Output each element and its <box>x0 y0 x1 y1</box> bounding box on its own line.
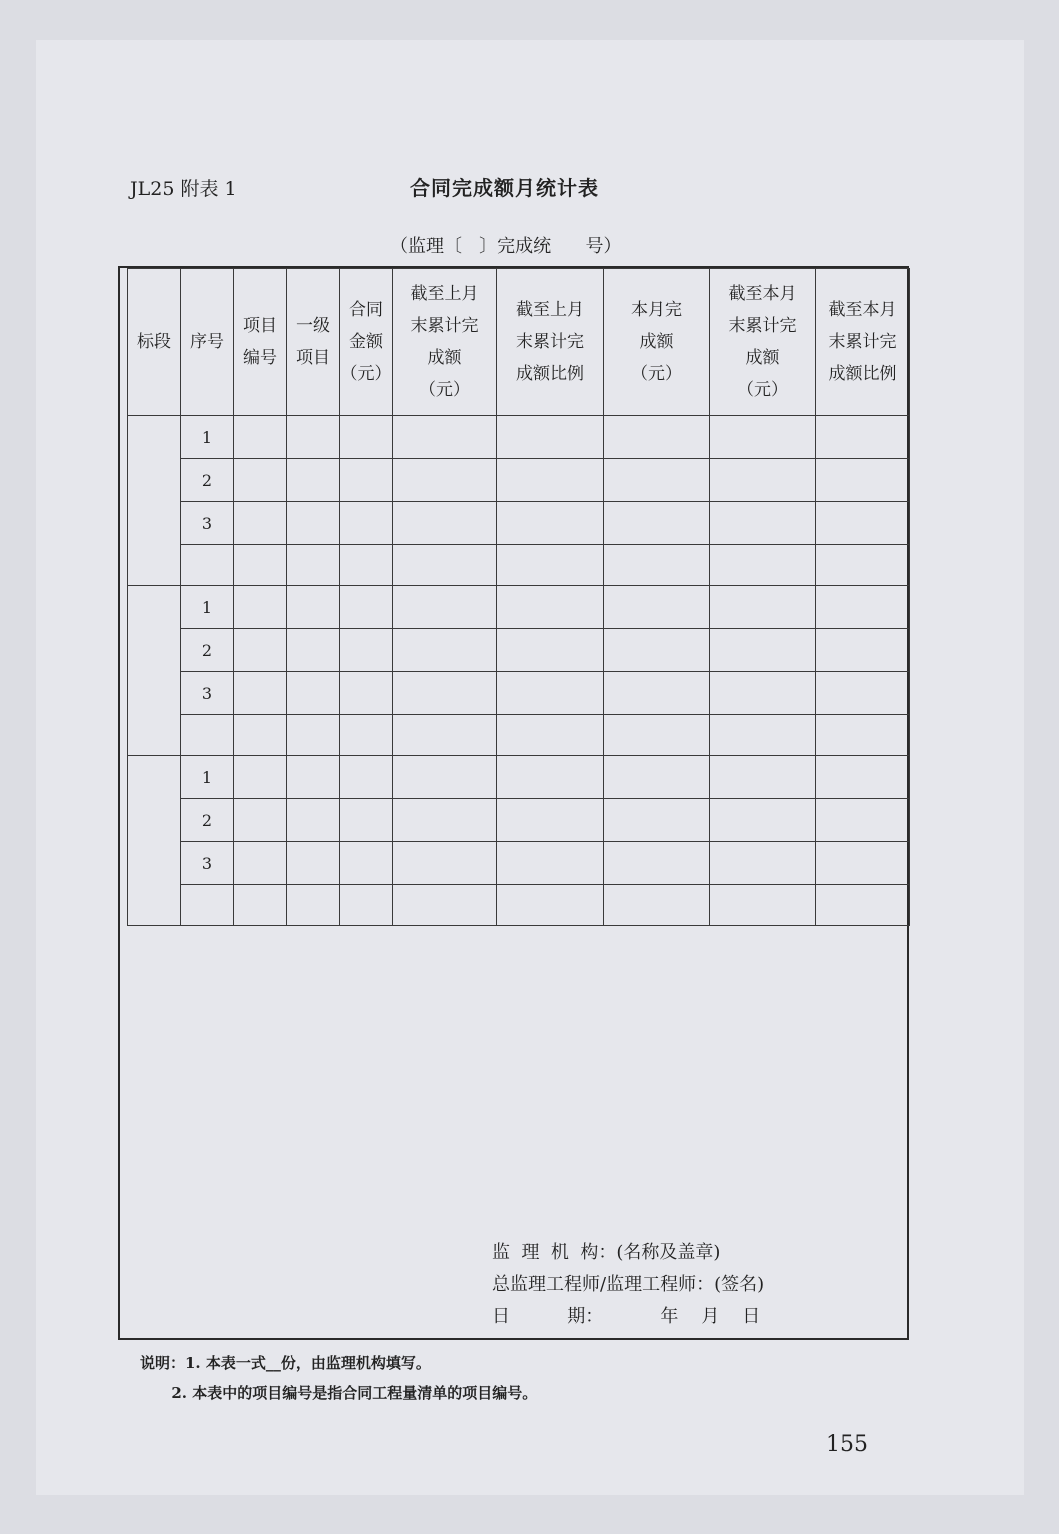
table-row <box>128 799 910 842</box>
data-cell <box>604 672 710 715</box>
data-cell <box>287 756 340 799</box>
column-header <box>816 269 910 416</box>
data-cell <box>234 545 287 586</box>
data-cell <box>393 502 497 545</box>
data-cell <box>287 672 340 715</box>
data-cell <box>710 885 816 926</box>
data-cell <box>816 416 910 459</box>
supervision-org-line: 监 理 机 构：(名称及盖章) <box>492 1242 721 1263</box>
data-cell <box>604 502 710 545</box>
data-cell <box>234 885 287 926</box>
data-cell <box>497 799 604 842</box>
column-header <box>181 269 234 416</box>
column-header <box>710 269 816 416</box>
data-cell <box>234 416 287 459</box>
section-cell <box>128 756 181 926</box>
data-cell <box>234 459 287 502</box>
data-cell <box>234 715 287 756</box>
column-header-line: 末累计完 <box>516 332 584 352</box>
column-header-line: （元） <box>737 380 788 400</box>
table-header-row <box>128 269 910 416</box>
data-cell <box>287 842 340 885</box>
data-cell <box>816 799 910 842</box>
data-cell <box>287 885 340 926</box>
sequence-cell: 3 <box>181 842 234 885</box>
data-cell <box>340 799 393 842</box>
data-cell <box>234 756 287 799</box>
data-cell <box>816 715 910 756</box>
table-row <box>128 715 910 756</box>
column-header-line: 截至本月 <box>728 284 797 304</box>
data-cell <box>710 629 816 672</box>
sequence-cell: 3 <box>181 502 234 545</box>
data-cell <box>393 672 497 715</box>
data-cell <box>710 586 816 629</box>
column-header-line: 截至上月 <box>410 284 479 304</box>
sequence-cell <box>181 885 234 926</box>
form-serial-line: （监理〔 〕完成统 号） <box>390 236 622 257</box>
data-cell <box>287 545 340 586</box>
data-cell <box>710 799 816 842</box>
column-header-line: 成额 <box>639 332 674 352</box>
date-line: 日 期： 年 月 日 <box>492 1306 761 1327</box>
data-cell <box>234 799 287 842</box>
table-row <box>128 842 910 885</box>
data-cell <box>816 756 910 799</box>
column-header-line: 成额比例 <box>516 364 584 384</box>
data-cell <box>393 586 497 629</box>
engineer-signature-line: 总监理工程师/监理工程师：(签名) <box>492 1274 765 1295</box>
data-cell <box>287 416 340 459</box>
table-row <box>128 629 910 672</box>
data-cell <box>604 885 710 926</box>
table-row <box>128 545 910 586</box>
data-cell <box>604 416 710 459</box>
data-cell <box>710 545 816 586</box>
column-header-line: 截至本月 <box>828 300 897 320</box>
sequence-cell <box>181 545 234 586</box>
column-header-line: 金额 <box>349 332 383 352</box>
data-cell <box>604 715 710 756</box>
data-cell <box>710 502 816 545</box>
data-cell <box>340 842 393 885</box>
data-cell <box>287 586 340 629</box>
sequence-cell: 2 <box>181 799 234 842</box>
table-row <box>128 502 910 545</box>
sequence-cell: 2 <box>181 459 234 502</box>
table-row <box>128 416 910 459</box>
data-cell <box>816 586 910 629</box>
data-cell <box>497 459 604 502</box>
data-cell <box>340 672 393 715</box>
data-cell <box>497 629 604 672</box>
data-cell <box>816 672 910 715</box>
data-cell <box>234 629 287 672</box>
data-cell <box>340 459 393 502</box>
data-cell <box>497 842 604 885</box>
data-cell <box>604 459 710 502</box>
column-header <box>604 269 710 416</box>
sequence-cell <box>181 715 234 756</box>
data-cell <box>604 545 710 586</box>
data-cell <box>287 799 340 842</box>
data-cell <box>710 459 816 502</box>
table-row <box>128 672 910 715</box>
data-cell <box>234 672 287 715</box>
data-cell <box>816 545 910 586</box>
data-cell <box>287 459 340 502</box>
page-number: 155 <box>826 1432 868 1457</box>
sequence-cell: 3 <box>181 672 234 715</box>
data-cell <box>710 756 816 799</box>
column-header <box>287 269 340 416</box>
data-cell <box>604 629 710 672</box>
data-cell <box>497 586 604 629</box>
data-cell <box>393 756 497 799</box>
column-header-line: 成额 <box>745 348 780 368</box>
data-cell <box>340 502 393 545</box>
data-cell <box>497 672 604 715</box>
data-cell <box>393 799 497 842</box>
section-cell <box>128 416 181 586</box>
column-header-line: 成额 <box>427 348 462 368</box>
data-cell <box>604 586 710 629</box>
column-header-line: 合同 <box>349 300 383 320</box>
column-header-line: 本月完 <box>631 300 682 320</box>
data-cell <box>497 416 604 459</box>
note-1: 说明：1. 本表一式__份，由监理机构填写。 <box>140 1354 431 1372</box>
data-cell <box>393 715 497 756</box>
data-cell <box>234 502 287 545</box>
column-header-line: 末累计完 <box>728 316 797 336</box>
data-cell <box>340 586 393 629</box>
data-cell <box>497 756 604 799</box>
data-cell <box>816 629 910 672</box>
data-cell <box>497 715 604 756</box>
column-header-line: 成额比例 <box>828 364 897 384</box>
form-code: JL25 附表 1 <box>130 178 237 200</box>
data-cell <box>816 502 910 545</box>
data-cell <box>234 586 287 629</box>
column-header-line: （元） <box>419 380 470 400</box>
data-cell <box>710 715 816 756</box>
section-cell <box>128 586 181 756</box>
column-header-line: 编号 <box>243 348 277 368</box>
column-header-line: 标段 <box>137 332 171 352</box>
data-cell <box>497 545 604 586</box>
sequence-cell: 1 <box>181 756 234 799</box>
data-cell <box>287 502 340 545</box>
data-cell <box>234 842 287 885</box>
sequence-cell: 2 <box>181 629 234 672</box>
column-header-line: 序号 <box>190 332 224 352</box>
data-cell <box>816 459 910 502</box>
note-2: 2. 本表中的项目编号是指合同工程量清单的项目编号。 <box>140 1384 538 1402</box>
data-cell <box>710 672 816 715</box>
data-cell <box>393 842 497 885</box>
column-header-line: 末累计完 <box>410 316 479 336</box>
table-row <box>128 459 910 502</box>
data-cell <box>393 459 497 502</box>
column-header-line: 一级 <box>296 316 330 336</box>
table-row <box>128 586 910 629</box>
sequence-cell: 1 <box>181 416 234 459</box>
data-cell <box>816 885 910 926</box>
column-header-line: （元） <box>631 364 682 384</box>
data-cell <box>287 715 340 756</box>
data-cell <box>710 416 816 459</box>
column-header <box>497 269 604 416</box>
form-title: 合同完成额月统计表 <box>410 176 599 200</box>
data-cell <box>816 842 910 885</box>
data-cell <box>287 629 340 672</box>
data-cell <box>393 885 497 926</box>
data-cell <box>393 545 497 586</box>
column-header <box>393 269 497 416</box>
table-row <box>128 885 910 926</box>
column-header-line: 项目 <box>296 348 330 368</box>
data-cell <box>497 885 604 926</box>
data-cell <box>340 545 393 586</box>
data-cell <box>340 756 393 799</box>
column-header-line: 末累计完 <box>828 332 897 352</box>
data-cell <box>497 502 604 545</box>
data-cell <box>340 629 393 672</box>
column-header <box>234 269 287 416</box>
data-cell <box>393 416 497 459</box>
column-header <box>340 269 393 416</box>
data-cell <box>340 885 393 926</box>
column-header <box>128 269 181 416</box>
column-header-line: 项目 <box>243 316 277 336</box>
table-row <box>128 756 910 799</box>
column-header-line: 截至上月 <box>516 300 584 320</box>
data-cell <box>604 842 710 885</box>
data-cell <box>604 799 710 842</box>
data-cell <box>604 756 710 799</box>
statistics-table <box>127 268 910 926</box>
column-header-line: （元） <box>340 364 392 384</box>
data-cell <box>710 842 816 885</box>
data-cell <box>340 416 393 459</box>
data-cell <box>393 629 497 672</box>
sequence-cell: 1 <box>181 586 234 629</box>
data-cell <box>340 715 393 756</box>
